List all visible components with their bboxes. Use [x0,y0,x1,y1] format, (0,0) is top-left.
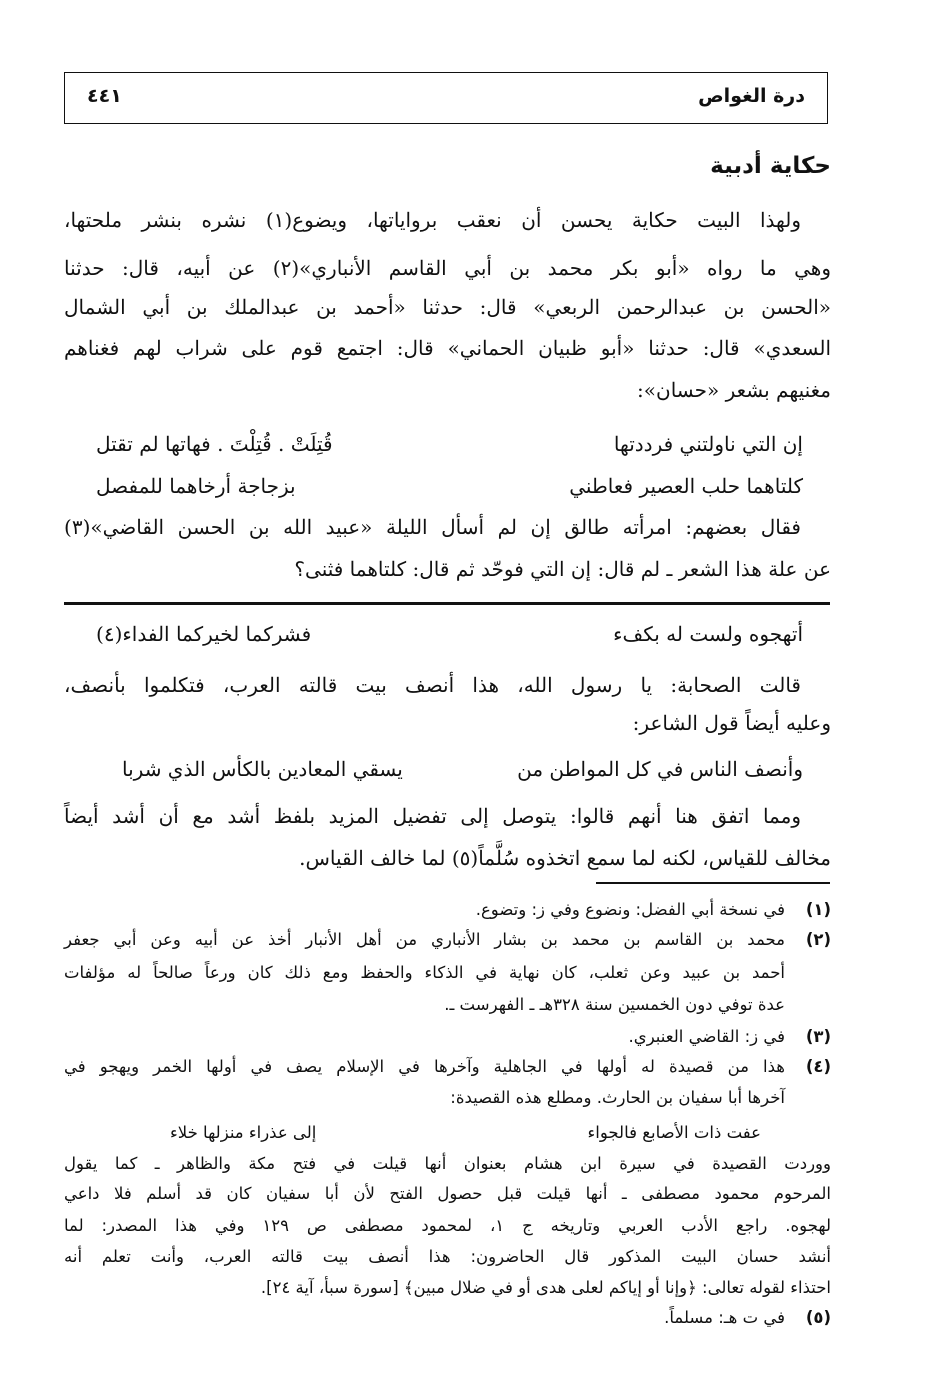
body-line: وهي ما رواه «أبو بكر محمد بن أبي القاسم الأنباري»(٢) عن أبيه، قال: حدثنا [64,256,831,280]
footnote-line: آخرها أبا سفيان بن الحارث. ومطلع هذه القصيدة: [450,1088,785,1107]
body-line: ولهذا البيت حكاية يحسن أن نعقب برواياتها، ويضوع(١) نشره بنشر ملحتها، [64,208,801,232]
running-header [64,72,828,124]
footnote-line: ووردت القصيدة في سيرة ابن هشام بعنوان أنها قيلت في فتح مكة والظاهر ـ كما يقول [64,1154,831,1173]
footnote-line: هذا من قصيدة له أولها في الجاهلية وآخرها في الإسلام يصف في أولها الخمر ويهجو في [64,1057,785,1076]
book-title: درة الغواص [698,85,805,107]
verse-second-hemistich: فشركما لخيركما الفداء(٤) [96,622,312,646]
footnote-verse-first: عفت ذات الأصابع فالجواء [587,1123,761,1142]
verse-second-hemistich: يسقي المعادين بالكأس الذي شربا [122,757,403,781]
footnote-line: المرحوم محمود مصطفى ـ أنها قيلت قبل حصول الفتح لأن أبا سفيان كان قد أسلم فلا داعي [64,1184,831,1203]
body-line: قالت الصحابة: يا رسول الله، هذا أنصف بيت قالته العرب، فتكلموا بأنصف، [64,673,801,697]
body-line: مغنيهم بشعر «حسان»: [637,378,831,402]
footnote-line: في ز: القاضي العنبري. [628,1027,785,1046]
footnote-number: (٥) [805,1308,831,1327]
footnote-number: (١) [805,900,831,919]
separator-rule [64,602,830,605]
footnote-verse-second: إلى عذراء منزلها خلاء [170,1123,317,1142]
verse-second-hemistich: بزجاجة أرخاهما للمفصل [96,474,296,498]
footnote-line: في نسخة أبي الفضل: ونضوع وفي ز: وتضوع. [475,900,785,919]
footnote-line: محمد بن القاسم بن محمد بن بشار الأنباري من أهل الأنبار أخذ عن أبيه وعن أبي جعفر [64,930,785,949]
verse-first-hemistich: كلتاهما حلب العصير فعاطني [569,474,803,498]
footnote-rule [596,882,830,884]
body-line: مخالف للقياس، لكنه لما سمع اتخذوه سُلَّماً(٥) لما خالف القياس. [299,846,831,870]
footnote-line: في ت هـ: مسلماً. [664,1308,785,1327]
section-heading: حكاية أدبية [710,153,831,179]
body-line: السعدي» قال: حدثنا «أبو ظبيان الحماني» قال: اجتمع قوم على شراب لهم فغناهم [64,336,831,360]
verse-second-hemistich: قُتِلَتْ . قُتِلْتَ . فهاتها لم تقتل [96,432,333,456]
footnote-line: أنشد حسان البيت المذكور قال الحاضرون: هذا أنصف بيت قالته العرب، وأنت تعلم أنه [64,1247,831,1266]
footnote-line: عدة توفي دون الخمسين سنة ٣٢٨هـ ـ الفهرست ـ. [444,995,785,1014]
page-number: ٤٤١ [87,85,122,107]
verse-first-hemistich: وأنصف الناس في كل المواطن من [517,757,803,781]
footnote-line: احتذاء لقوله تعالى: ﴿وإنا أو إياكم لعلى هدى أو في ضلال مبين﴾ [سورة سبأ، آية ٢٤]. [260,1278,831,1297]
body-line: ومما اتفق هنا أنهم قالوا: يتوصل إلى تفضيل المزيد بلفظ أشد مع أن أشد أيضاً [64,804,801,828]
footnote-line: لهجوه. راجع الأدب العربي وتاريخه ج ١، لمحمود مصطفى ص ١٢٩ وفي هذا المصدر: لما [64,1216,831,1235]
verse-first-hemistich: إن التي ناولتني فرددتها [613,432,803,456]
footnote-number: (٣) [805,1027,831,1046]
body-line: فقال بعضهم: امرأته طالق إن لم أسأل الليلة «عبيد الله بن الحسن القاضي»(٣) [64,515,801,539]
body-line: وعليه أيضاً قول الشاعر: [632,711,831,735]
body-line: «الحسن بن عبدالرحمن الربعي» قال: حدثنا «أحمد بن عبدالملك بن أبي الشمال [64,295,831,319]
footnote-number: (٤) [805,1057,831,1076]
footnote-number: (٢) [805,930,831,949]
body-line: عن علة هذا الشعر ـ لم قال: إن التي فوحّد ثم قال: كلتاهما فثنى؟ [294,557,831,581]
verse-first-hemistich: أتهجوه ولست له بكفء [613,622,803,646]
footnote-line: أحمد بن عبيد وعن ثعلب، كان نهاية في الذكاء والحفظ ومع ذلك كان ورعاً صالحاً له مؤلفات [64,963,785,982]
